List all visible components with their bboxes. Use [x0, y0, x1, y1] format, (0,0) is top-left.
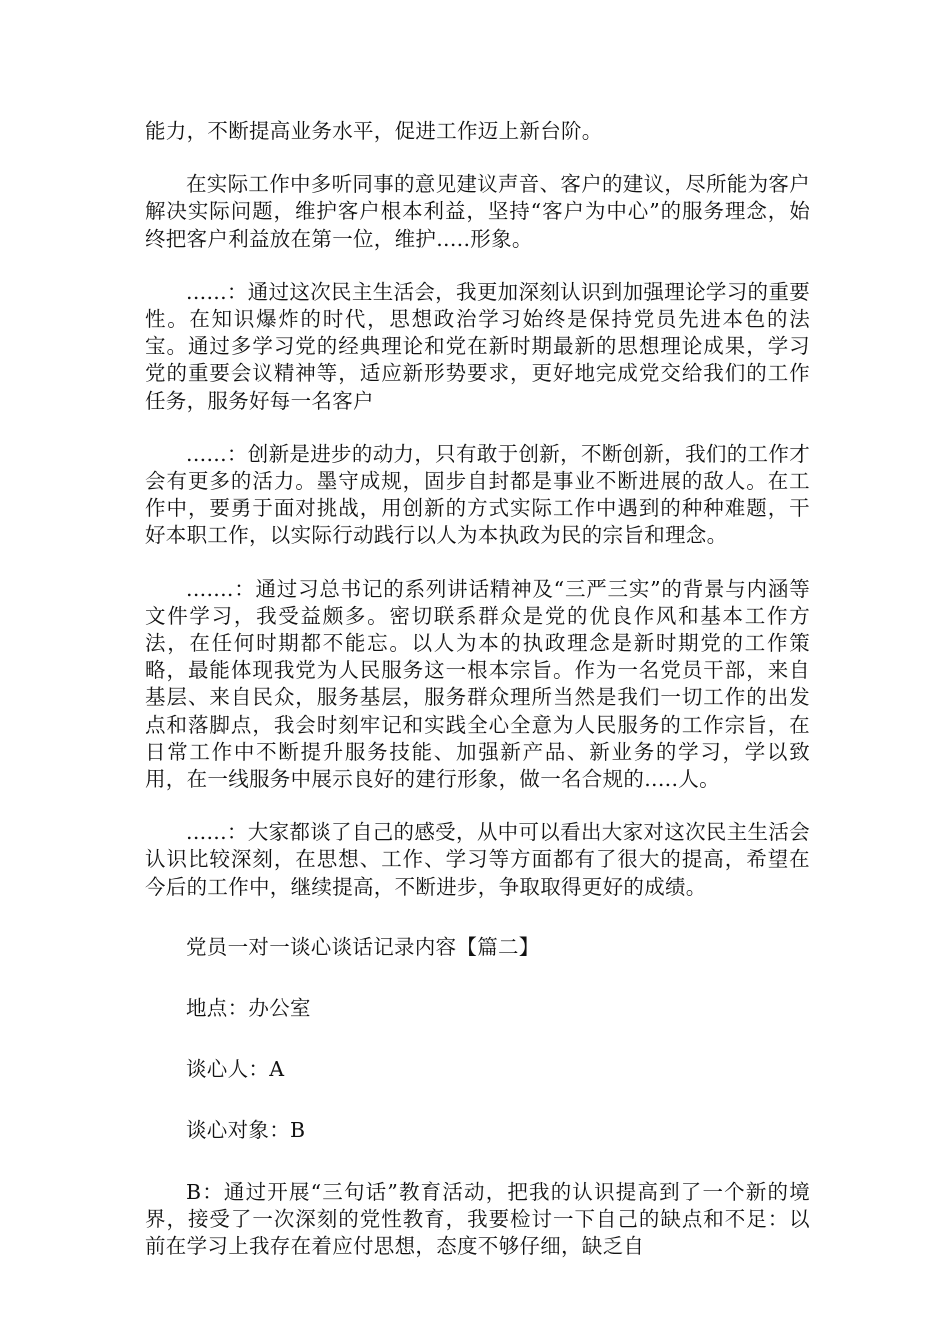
paragraph-customer-service: 在实际工作中多听同事的意见建议声音、客户的建议，尽所能为客户解决实际问题，维护客户根本利益，坚持“客户为中心”的服务理念，始终把客户利益放在第一位，维护.....形象。 [145, 172, 810, 251]
meeting-location: 地点：办公室 [186, 996, 311, 1021]
paragraph-summary: ......：大家都谈了自己的感受，从中可以看出大家对这次民主生活会认识比较深刻，在思想、工作、学习等方面都有了很大的提高，希望在今后的工作中，继续提高，不断进步，争取取得更好的成绩。 [145, 820, 810, 899]
talk-target-name: 谈心对象：B [186, 1118, 306, 1143]
document-body [145, 118, 810, 1286]
paragraph-theory-study: ......：通过这次民主生活会，我更加深刻认识到加强理论学习的重要性。在知识爆炸的时代，思想政治学习始终是保持党员先进本色的法宝。通过多学习党的经典理论和党在新时期最新的思想理论成果，学习党的重要会议精神等，适应新形势要求，更好地完成党交给我们的工作任务，服务好每一名客户 [145, 279, 810, 413]
paragraph-b-reflection: B：通过开展“三句话”教育活动，把我的认识提高到了一个新的境界，接受了一次深刻的党性教育，我要检讨一下自己的缺点和不足：以前在学习上我存在着应付思想，态度不够仔细，缺乏自 [145, 1179, 810, 1259]
paragraph-continuation: 能力，不断提高业务水平，促进工作迈上新台阶。 [145, 119, 603, 143]
talker-name: 谈心人：A [186, 1057, 285, 1082]
paragraph-innovation: ......：创新是进步的动力，只有敢于创新，不断创新，我们的工作才会有更多的活力。墨守成规，固步自封都是事业不断进展的敌人。在工作中，要勇于面对挑战，用创新的方式实际工作中遇到的种种难题，干好本职工作，以实际行动践行以人为本执政为民的宗旨和理念。 [145, 441, 810, 548]
paragraph-mass-line: .......：通过习总书记的系列讲话精神及“三严三实”的背景与内涵等文件学习，我受益颇多。密切联系群众是党的优良作风和基本工作方法，在任何时期都不能忘。以人为本的执政理念是新时期党的工作策略，最能体现我党为人民服务这一根本宗旨。作为一名党员干部，来自基层、来自民众，服务基层，服务群众理所当然是我们一切工作的出发点和落脚点，我会时刻牢记和实践全心全意为人民服务的工作宗旨，在日常工作中不断提升服务技能、加强新产品、新业务的学习，学以致用，在一线服务中展示良好的建行形象，做一名合规的.....人。 [145, 576, 810, 792]
section-title: 党员一对一谈心谈话记录内容【篇二】 [186, 934, 540, 959]
